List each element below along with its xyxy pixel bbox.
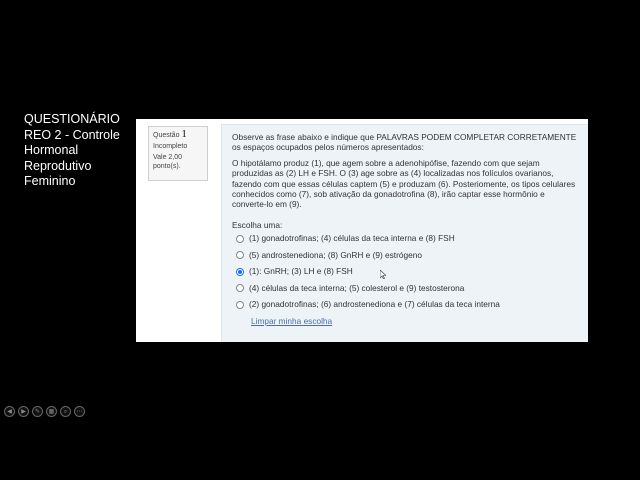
question-grade: Vale 2,00 ponto(s). (153, 154, 183, 170)
mouse-cursor-icon (380, 270, 386, 279)
zoom-icon[interactable]: ⌕ (60, 406, 71, 417)
question-prompt: Observe as frase abaixo e indique que PALAVRAS PODEM COMPLETAR CORRETAMENTE os espaços ocupados pelos números apresentados: (232, 132, 577, 153)
answer-option[interactable] (236, 247, 588, 264)
radio-button[interactable] (236, 235, 244, 243)
clear-choice-link[interactable]: Limpar minha escolha (251, 315, 333, 326)
answer-option[interactable] (236, 263, 588, 280)
answer-option-label: (1): GnRH; (3) LH e (8) FSH (249, 266, 353, 277)
question-number: 1 (181, 128, 187, 140)
radio-button[interactable] (236, 284, 244, 292)
radio-button[interactable] (236, 301, 244, 309)
answer-option[interactable] (236, 296, 588, 313)
options-list (232, 230, 588, 313)
presentation-controls (4, 406, 85, 417)
answer-option-label: (2) gonadotrofinas; (6) androstenediona e (7) células da teca interna (249, 299, 500, 310)
choose-label: Escolha uma: (232, 219, 283, 230)
question-label: Questão (153, 132, 180, 139)
question-status: Incompleto (153, 143, 188, 150)
slide-title: QUESTIONÁRIO REO 2 - Controle Hormonal Reprodutivo Feminino (24, 112, 120, 188)
next-icon[interactable]: ▶ (18, 406, 29, 417)
prev-icon[interactable]: ◀ (4, 406, 15, 417)
radio-button[interactable] (236, 268, 244, 276)
answer-option[interactable] (236, 280, 588, 297)
radio-button[interactable] (236, 251, 244, 259)
question-content (221, 124, 588, 342)
more-icon[interactable]: ⋯ (74, 406, 85, 417)
question-info-box (148, 126, 208, 181)
answer-option-label: (4) células da teca interna; (5) colesterol e (9) testosterona (249, 282, 465, 293)
answer-option-label: (1) gonadotrofinas; (4) células da teca interna e (8) FSH (249, 233, 455, 244)
answer-option[interactable] (236, 230, 588, 247)
question-text: O hipotálamo produz (1), que agem sobre a adenohipófise, fazendo com que sejam produzidas as (2) LH e FSH. O (3) age sobre as (4) localizadas nos folículos ovarianos, fazendo com que essas células captem (5) e produzam (6). Posteriomente, os tipos celulares conhecidos como (7), sob ativação da gonadotrofina (8), irão captar esse hormônio e converte-lo em (9). (232, 157, 576, 210)
slides-icon[interactable]: ▦ (46, 406, 57, 417)
pen-icon[interactable]: ✎ (32, 406, 43, 417)
answer-option-label: (5) androstenediona; (8) GnRH e (9) estrógeno (249, 249, 422, 260)
